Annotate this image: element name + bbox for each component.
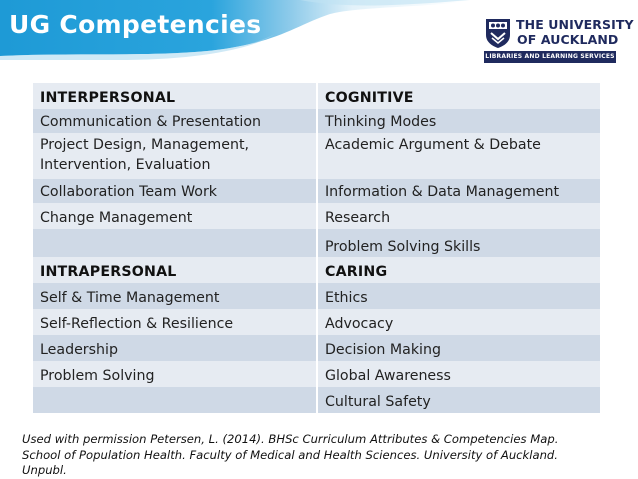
table-cell: Ethics bbox=[317, 283, 600, 309]
table-row bbox=[33, 361, 600, 387]
citation-note: Used with permission Petersen, L. (2014). BHSc Curriculum Attributes & Competencies Map. School of Population Health. Faculty of Medical and Health Sciences. University of Auckland. Unpubl. bbox=[22, 432, 559, 477]
category-intrapersonal: INTRAPERSONAL bbox=[33, 257, 317, 283]
table-cell: Academic Argument & Debate bbox=[317, 133, 600, 179]
table-cell: Research bbox=[317, 203, 600, 229]
table-row bbox=[33, 335, 600, 361]
table-cell: Collaboration Team Work bbox=[33, 179, 317, 203]
slide-title: UG Competencies bbox=[9, 10, 262, 39]
table-row bbox=[33, 283, 600, 309]
category-caring: CARING bbox=[317, 257, 600, 283]
table-cell: Change Management bbox=[33, 203, 317, 229]
logo-subtitle-bar: LIBRARIES AND LEARNING SERVICES bbox=[484, 51, 616, 63]
table-cell: Global Awareness bbox=[317, 361, 600, 387]
category-interpersonal: INTERPERSONAL bbox=[33, 83, 317, 109]
university-crest-icon bbox=[484, 17, 512, 49]
table-row bbox=[33, 203, 600, 229]
competencies-table bbox=[33, 83, 600, 413]
table-cell bbox=[33, 229, 317, 257]
table-header-row bbox=[33, 83, 600, 109]
table-cell: Decision Making bbox=[317, 335, 600, 361]
table-row bbox=[33, 309, 600, 335]
table-cell: Project Design, Management, Intervention, Evaluation bbox=[33, 133, 317, 179]
table-cell: Communication & Presentation bbox=[33, 109, 317, 133]
table-header-row bbox=[33, 257, 600, 283]
table-cell: Cultural Safety bbox=[317, 387, 600, 413]
university-logo bbox=[484, 17, 634, 63]
table-cell: Self-Reflection & Resilience bbox=[33, 309, 317, 335]
table-row bbox=[33, 387, 600, 413]
table-row bbox=[33, 133, 600, 179]
table-row bbox=[33, 179, 600, 203]
table-cell: Information & Data Management bbox=[317, 179, 600, 203]
table-cell: Problem Solving Skills bbox=[317, 229, 600, 257]
table-cell: Problem Solving bbox=[33, 361, 317, 387]
table-cell: Thinking Modes bbox=[317, 109, 600, 133]
table-cell: Leadership bbox=[33, 335, 317, 361]
table-row bbox=[33, 109, 600, 133]
table-cell bbox=[33, 387, 317, 413]
category-cognitive: COGNITIVE bbox=[317, 83, 600, 109]
logo-line-1: THE UNIVERSITY bbox=[516, 17, 634, 32]
table-cell: Self & Time Management bbox=[33, 283, 317, 309]
logo-line-2: OF AUCKLAND bbox=[517, 32, 619, 47]
table-cell: Advocacy bbox=[317, 309, 600, 335]
table-row bbox=[33, 229, 600, 257]
